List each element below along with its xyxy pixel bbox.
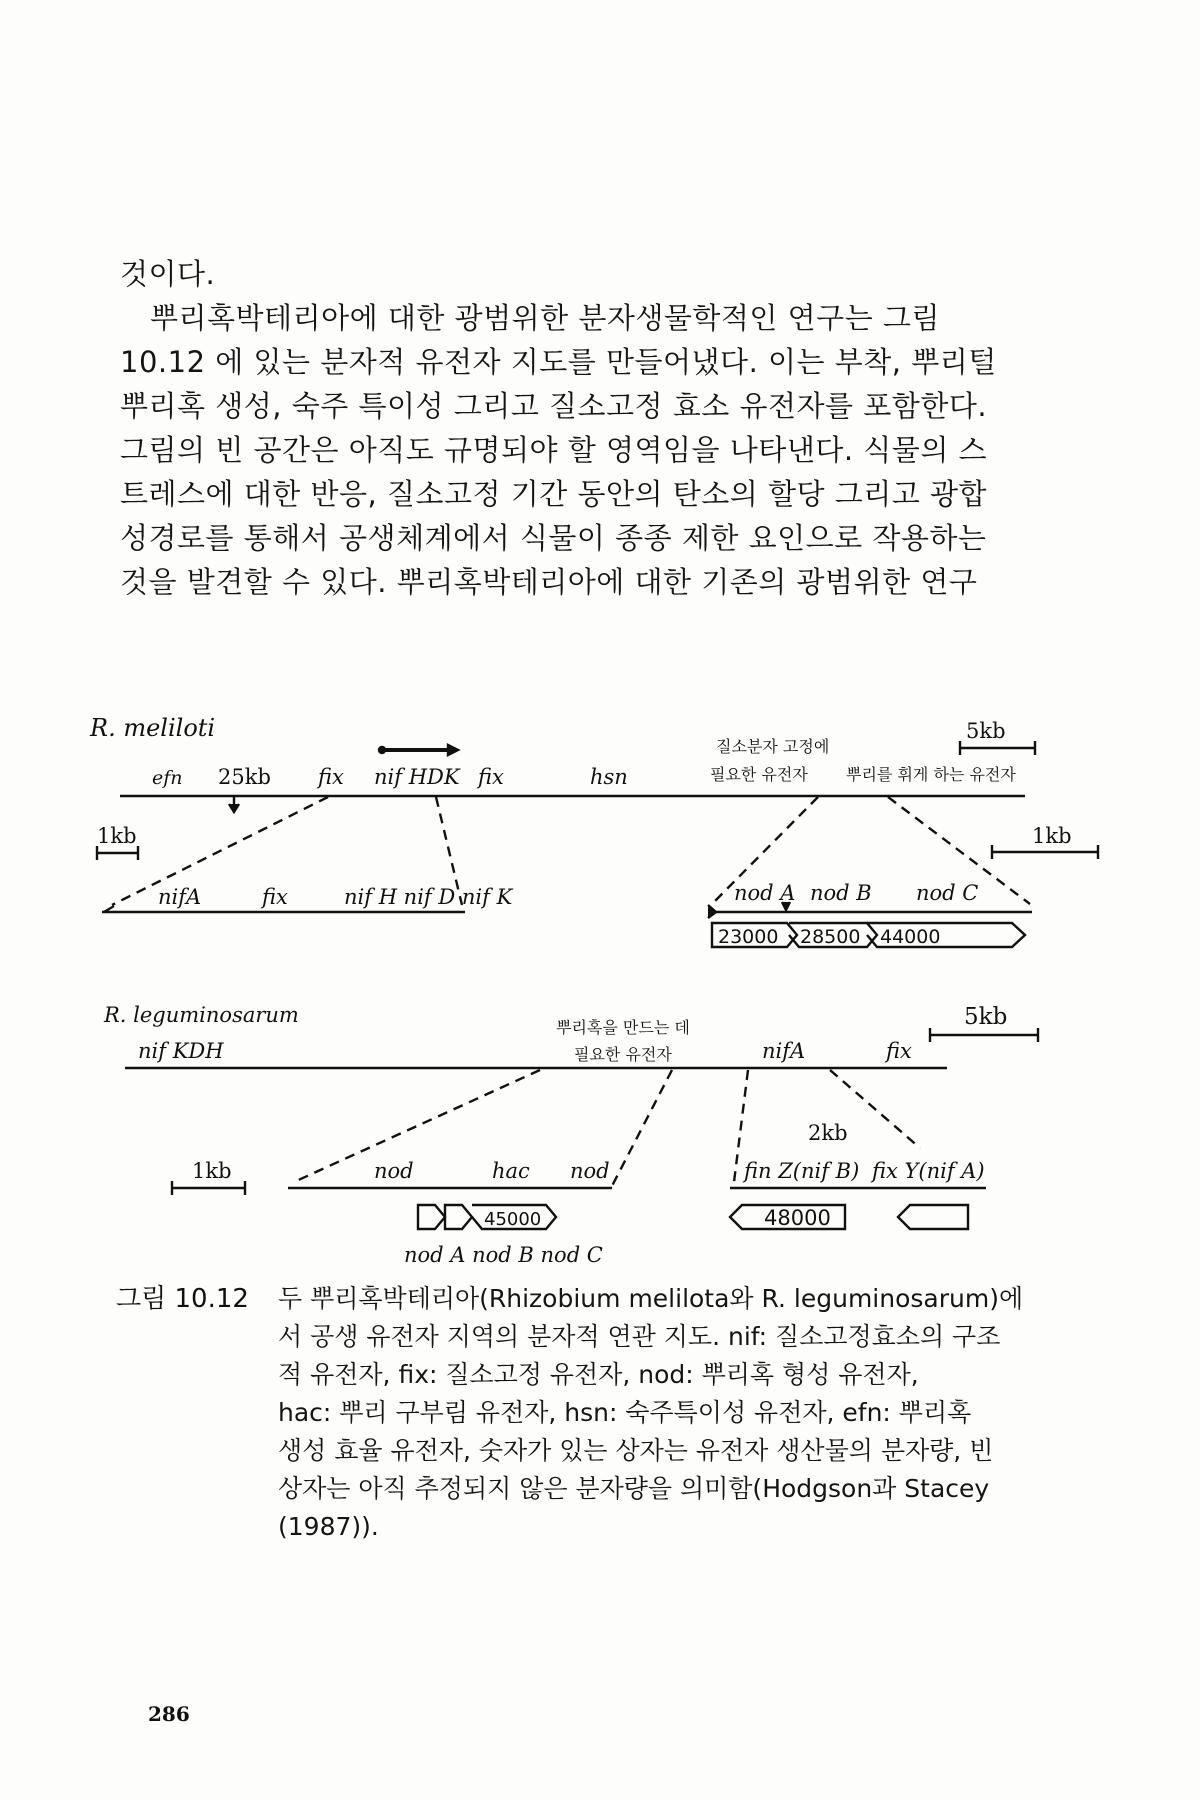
caption-line: (1987)).: [278, 1512, 379, 1541]
hsn-label: hsn: [590, 765, 628, 789]
nfix-gene-label: 질소분자 고정에: [716, 737, 830, 756]
nod-label: nod: [374, 1159, 414, 1183]
fix-label: fix: [886, 1039, 912, 1063]
caption-line: 생성 효율 유전자, 숫자가 있는 상자는 유전자 생산물의 분자량, 빈: [278, 1436, 994, 1465]
fix-label: fix: [478, 765, 504, 789]
nodule-gene-label: 뿌리혹을 만드는 데: [556, 1018, 690, 1037]
caption-line: hac: 뿌리 구부림 유전자, hsn: 숙주특이성 유전자, efn: 뿌리혹: [278, 1398, 972, 1427]
box-44000-label: 44000: [880, 926, 941, 948]
nodule-gene-label: 필요한 유전자: [574, 1045, 672, 1064]
scale-1kb-label: 1kb: [192, 1159, 232, 1183]
nfix-gene-label: 필요한 유전자: [710, 765, 808, 784]
box-28500-label: 28500: [800, 926, 861, 948]
scale-5kb-label: 5kb: [964, 1004, 1008, 1030]
fixY-label: fix Y(nif A): [872, 1159, 985, 1183]
nod-label: nod: [570, 1159, 610, 1183]
body-line: 것을 발견할 수 있다. 뿌리혹박테리아에 대한 기존의 광범위한 연구: [120, 565, 978, 599]
body-line: 그림의 빈 공간은 아직도 규명되야 할 영역임을 나타낸다. 식물의 스: [120, 433, 988, 467]
scale-5kb-label: 5kb: [966, 719, 1006, 743]
nifKDH-label: nif KDH: [138, 1039, 224, 1063]
25kb-label: 25kb: [218, 765, 271, 789]
body-line: 것이다.: [120, 257, 216, 291]
finZ-label: fin Z(nif B): [744, 1159, 860, 1183]
zoom-dash: [612, 1070, 672, 1186]
nodB-label: nod B: [810, 881, 872, 905]
fix-label: fix: [262, 885, 288, 909]
nifA-label: nifA: [158, 885, 202, 909]
leguminosarum-species-label: R. leguminosarum: [104, 1003, 299, 1027]
zoom-dash: [112, 797, 328, 905]
efn-label: efn: [152, 767, 183, 789]
hac-label: hac: [492, 1159, 530, 1183]
fix-label: fix: [318, 765, 344, 789]
caption-line: 두 뿌리혹박테리아(Rhizobium melilota와 R. leguminosarum)에: [278, 1284, 1024, 1313]
box-23000-label: 23000: [718, 926, 779, 948]
body-line: 뿌리혹박테리아에 대한 광범위한 분자생물학적인 연구는 그림: [150, 301, 940, 335]
nodABC-label: nod A nod B nod C: [404, 1243, 603, 1267]
nifHDK-detail-label: nif H nif D nif K: [344, 885, 513, 909]
box-45000-label: 45000: [484, 1209, 542, 1230]
body-line: 성경로를 통해서 공생체계에서 식물이 종종 제한 요인으로 작용하는: [120, 521, 987, 555]
nodC-label: nod C: [916, 881, 979, 905]
gene-box-empty: [898, 1205, 968, 1229]
caption-line: 적 유전자, fix: 질소고정 유전자, nod: 뿌리혹 형성 유전자,: [278, 1360, 919, 1389]
body-line: 뿌리혹 생성, 숙주 특이성 그리고 질소고정 효소 유전자를 포함한다.: [120, 389, 988, 423]
nodB-box: [445, 1205, 472, 1229]
scale-1kb-label: 1kb: [1032, 824, 1072, 848]
page-number: 286: [148, 1702, 190, 1726]
caption-number: 그림 10.12: [116, 1284, 249, 1314]
body-line: 10.12 에 있는 분자적 유전자 지도를 만들어냈다. 이는 부착, 뿌리털: [120, 345, 997, 379]
body-line: 트레스에 대한 반응, 질소고정 기간 동안의 탄소의 할당 그리고 광합: [120, 477, 988, 511]
root-curl-gene-label: 뿌리를 휘게 하는 유전자: [846, 765, 1016, 784]
box-48000-label: 48000: [764, 1206, 831, 1230]
meliloti-species-label: R. meliloti: [90, 714, 216, 742]
nifHDK-label: nif HDK: [374, 765, 460, 789]
caption-line: 서 공생 유전자 지역의 분자적 연관 지도. nif: 질소고정효소의 구조: [278, 1322, 1001, 1351]
nifA-label: nifA: [762, 1039, 806, 1063]
nodA-label: nod A: [734, 881, 796, 905]
scale-2kb-label: 2kb: [808, 1121, 848, 1145]
nodA-box: [418, 1205, 445, 1229]
caption-line: 상자는 아직 추정되지 않은 분자량을 의미함(Hodgson과 Stacey: [278, 1474, 990, 1503]
scale-1kb-label: 1kb: [97, 824, 137, 848]
